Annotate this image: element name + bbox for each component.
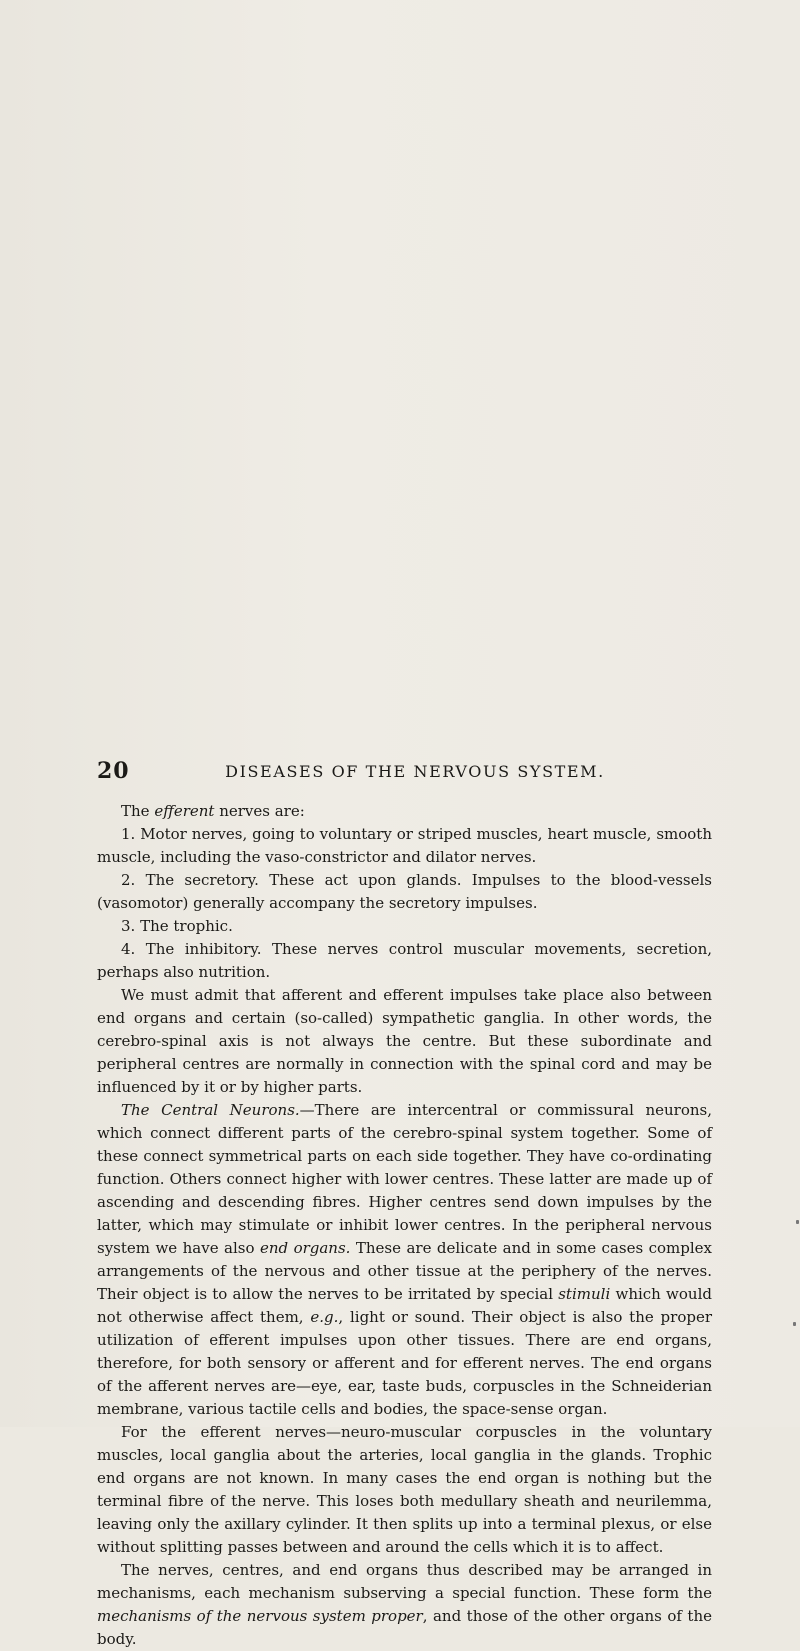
text-run: For the efferent nerves—neuro-muscular corpuscles in the voluntary muscles, local ganglia about the arteries, local ganglia in the glands. Trophic end organs are not known. In many cases the end organ is nothing but the terminal fibre of the nerve. This loses both medullary sheath and neurilemma, leaving only the axillary cylinder. It then splits up into a terminal plexus, or else without splitting passes between and around the cells which it is to affect. bbox=[97, 1423, 712, 1556]
text-run: The bbox=[121, 802, 155, 820]
page-header bbox=[97, 758, 712, 788]
paragraph bbox=[97, 823, 712, 869]
margin-speck bbox=[793, 1322, 796, 1326]
text-run: —There are intercentral or commissural neurons, which connect different parts of the cerebro-spinal system together. Some of these connect symmetrical parts on each side together. They have co-ordinating function. Others connect higher with lower centres. These latter are made up of ascending and descending fibres. Higher centres send down impulses by the latter, which may stimulate or inhibit lower centres. In the peripheral nervous system we have also bbox=[97, 1101, 712, 1257]
text-run: 4. The inhibitory. These nerves control muscular movements, secretion, perhaps also nutrition. bbox=[97, 940, 712, 981]
italic-text: efferent bbox=[154, 802, 215, 820]
text-run: 1. Motor nerves, going to voluntary or striped muscles, heart muscle, smooth muscle, including the vaso-constrictor and dilator nerves. bbox=[97, 825, 712, 866]
italic-text: mechanisms of the nervous system proper bbox=[97, 1607, 423, 1625]
body-text bbox=[97, 800, 712, 1651]
text-run: which would not otherwise affect them, bbox=[97, 1285, 712, 1326]
text-run: We must admit that afferent and efferent impulses take place also between end organs and certain (so-called) sympathetic ganglia. In other words, the cerebro-spinal axis is not always the centre. But these subordinate and peripheral centres are normally in connection with the spinal cord and may be influenced by it or by higher parts. bbox=[97, 986, 712, 1096]
paragraph bbox=[97, 915, 712, 938]
paragraph bbox=[97, 1559, 712, 1651]
paragraph bbox=[97, 938, 712, 984]
paragraph bbox=[97, 1421, 712, 1559]
text-run: , light or sound. Their object is also the proper utilization of efferent impulses upon other tissues. There are end organs, therefore, for both sensory or afferent and for efferent nerves. The end organs of the afferent nerves are—eye, ear, taste buds, corpuscles in the Schneiderian membrane, various tactile cells and bodies, the space-sense organ. bbox=[97, 1308, 712, 1418]
italic-text: end organs. bbox=[259, 1239, 351, 1257]
paragraph bbox=[97, 869, 712, 915]
italic-text: stimuli bbox=[558, 1285, 611, 1303]
text-run: , and those of the other organs of the body. bbox=[97, 1607, 712, 1648]
page-number: 20 bbox=[97, 758, 130, 784]
text-run: The nerves, centres, and end organs thus described may be arranged in mechanisms, each mechanism subserving a special function. These form the bbox=[97, 1561, 712, 1602]
margin-speck bbox=[796, 1220, 799, 1224]
paragraph bbox=[97, 800, 712, 823]
italic-text: e.g. bbox=[310, 1308, 339, 1326]
text-run: nerves are: bbox=[214, 802, 305, 820]
text-run: These are delicate and in some cases complex arrangements of the nervous and other tissue at the periphery of the nerves. Their object is to allow the nerves to be irritated by special bbox=[97, 1239, 713, 1303]
paragraph bbox=[97, 1099, 712, 1421]
running-head: DISEASES OF THE NERVOUS SYSTEM. bbox=[225, 762, 605, 781]
text-run: 2. The secretory. These act upon glands. Impulses to the blood-vessels (vasomotor) generally accompany the secretory impulses. bbox=[97, 871, 712, 912]
italic-text: The Central Neurons. bbox=[121, 1101, 300, 1119]
paragraph bbox=[97, 984, 712, 1099]
text-run: 3. The trophic. bbox=[121, 917, 233, 935]
